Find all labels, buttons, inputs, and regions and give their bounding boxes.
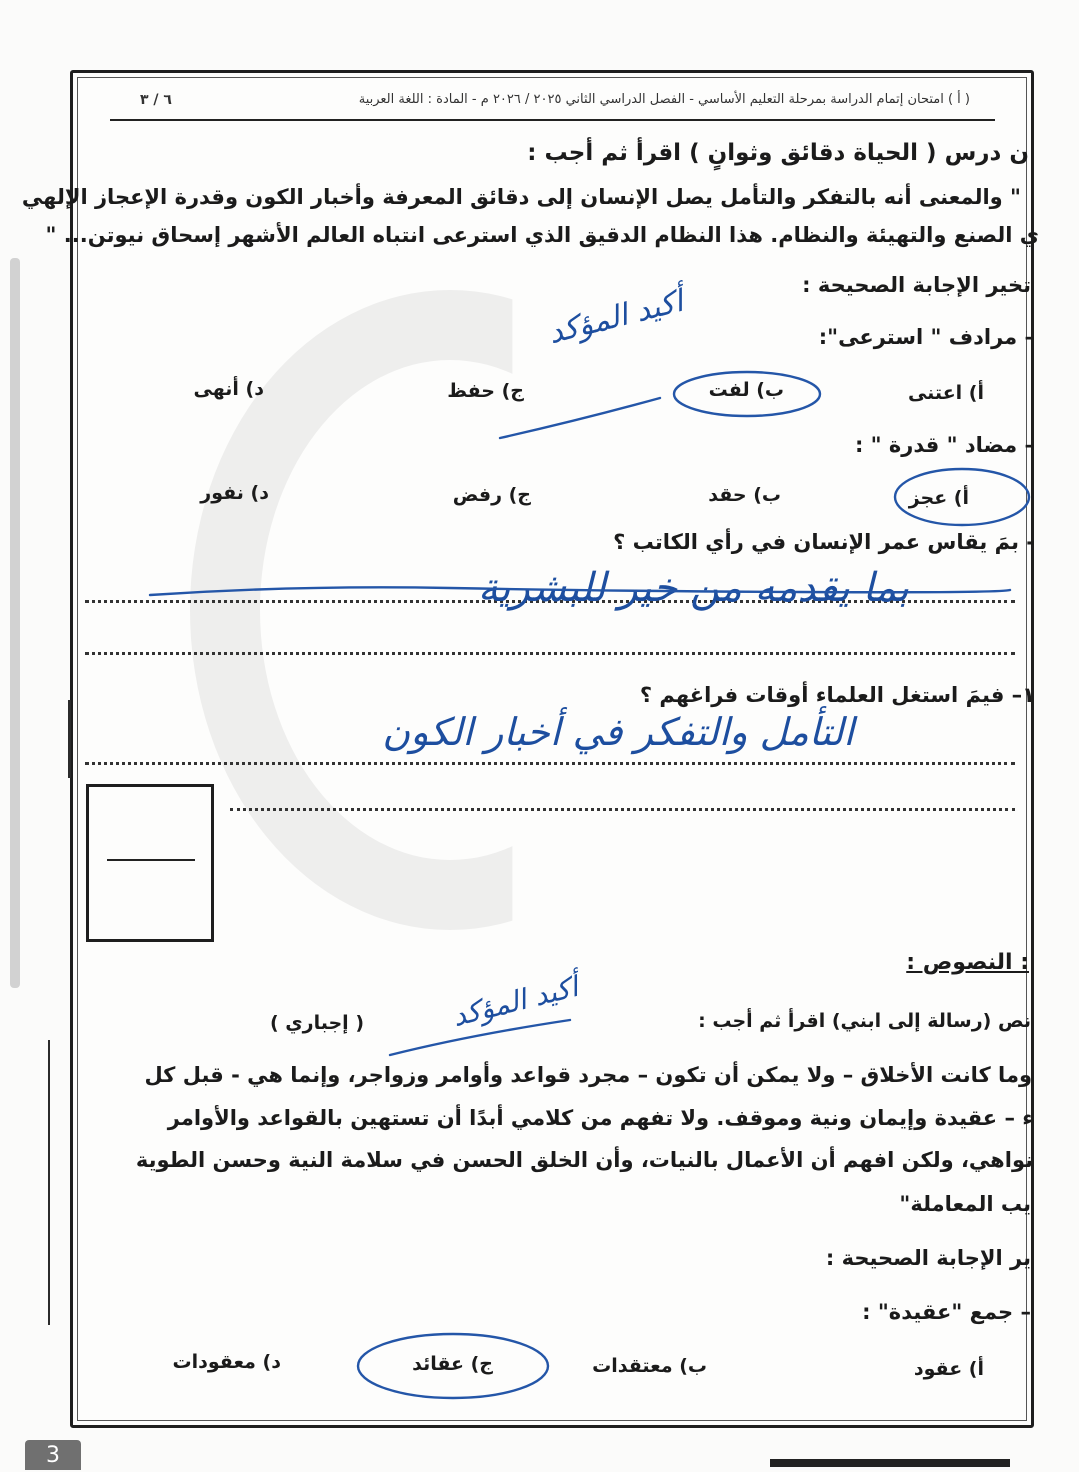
answer-line-3[interactable] [85, 762, 1015, 765]
viewer-scrollbar[interactable] [10, 258, 20, 988]
s2q1-option-d[interactable]: د) معقودات [172, 1351, 281, 1373]
page-badge[interactable]: 3 [25, 1440, 81, 1470]
section1-choose-label: تخير الإجابة الصحيحة : [802, 273, 1031, 297]
section1-passage-line2: ي الصنع والتهيئة والنظام. هذا النظام الدقيق الذي استرعى انتباه العالم الأشهر إسحاق نيوتن... " [45, 223, 1039, 247]
answer-line-4[interactable] [230, 808, 1015, 811]
section2-choose-label: ير الإجابة الصحيحة : [825, 1246, 1031, 1270]
s2q1-option-b[interactable]: ب) معتقدات [592, 1355, 707, 1377]
s2q1-option-a[interactable]: أ) عقود [913, 1358, 984, 1380]
header-divider [110, 119, 995, 121]
scan-edge-line [48, 1040, 50, 1325]
q1-option-b[interactable]: ب) لفت [708, 379, 784, 401]
handwritten-answer-1: بما يقدمه من خير للبشرية [477, 565, 909, 611]
section2-title: : النصوص : [906, 950, 1029, 975]
score-box[interactable] [86, 784, 214, 942]
bottom-edge [770, 1459, 1010, 1467]
section2-mandatory: ( إجباري ) [269, 1012, 364, 1034]
exam-header [140, 92, 970, 114]
answer-line-2[interactable] [85, 652, 1015, 655]
q1-option-a[interactable]: أ) اعتنى [907, 382, 984, 404]
score-divider [107, 859, 195, 861]
section1-passage-line1: " والمعنى أنه بالتفكر والتأمل يصل الإنسان إلى دقائق المعرفة وأخبار الكون وقدرة الإعجاز الإلهي [21, 185, 1021, 209]
q4-text: ١– فيمَ استغل العلماء أوقات فراغهم ؟ [639, 683, 1035, 707]
section2-passage-line1: وما كانت الأخلاق – ولا يمكن أن تكون – مجرد قواعد وأوامر وزواجر، وإنما هي - قبل كل [144, 1063, 1032, 1087]
handwritten-mark-2: أكيد المؤكد [448, 969, 582, 1034]
page-number: ٦ / ٣ [140, 92, 172, 108]
section2-intro: نص (رسالة إلى ابني) اقرأ ثم أجب : [698, 1010, 1031, 1032]
handwritten-mark-1: أكيد المؤكد [544, 283, 687, 352]
q1-option-d[interactable]: د) أنهى [193, 378, 264, 400]
q2-option-c[interactable]: ج) رفض [452, 484, 531, 506]
section2-passage-line2: ء – عقيدة وإيمان ونية وموقف. ولا تفهم من كلامي أبدًا أن تستهين بالقواعد والأوامر [167, 1106, 1033, 1130]
q2-text: – مضاد " قدرة " : [854, 433, 1035, 457]
section2-passage-line4: يب المعاملة" [899, 1192, 1031, 1216]
q2-option-b[interactable]: ب) حقد [708, 484, 781, 506]
q3-text: - بمَ يقاس عمر الإنسان في رأي الكاتب ؟ [613, 530, 1035, 554]
section2-q1-text: – جمع "عقيدة" : [862, 1300, 1031, 1324]
q1-text: – مرادف " استرعى": [818, 325, 1035, 349]
s2q1-option-c[interactable]: ج) عقائد [412, 1353, 493, 1375]
exam-title: ( أ ) امتحان إتمام الدراسة بمرحلة التعليم الأساسي - الفصل الدراسي الثاني ٢٠٢٥ / ٢٠٢٦ م - المادة : اللغة العربية [358, 92, 970, 107]
q2-option-d[interactable]: د) نفور [200, 482, 269, 504]
margin-rule [68, 700, 71, 778]
q1-option-c[interactable]: ج) حفظ [447, 380, 524, 402]
section2-passage-line3: نواهي، ولكن افهم أن الأعمال بالنيات، وأن الخلق الحسن في سلامة النية وحسن الطوية [135, 1148, 1033, 1172]
handwritten-answer-2: التأمل والتفكر في أخبار الكون [382, 710, 854, 754]
q2-option-a[interactable]: أ) عجز [908, 487, 969, 509]
section1-title: ن درس ( الحياة دقائق وثوانٍ ) اقرأ ثم أجب : [527, 140, 1029, 166]
